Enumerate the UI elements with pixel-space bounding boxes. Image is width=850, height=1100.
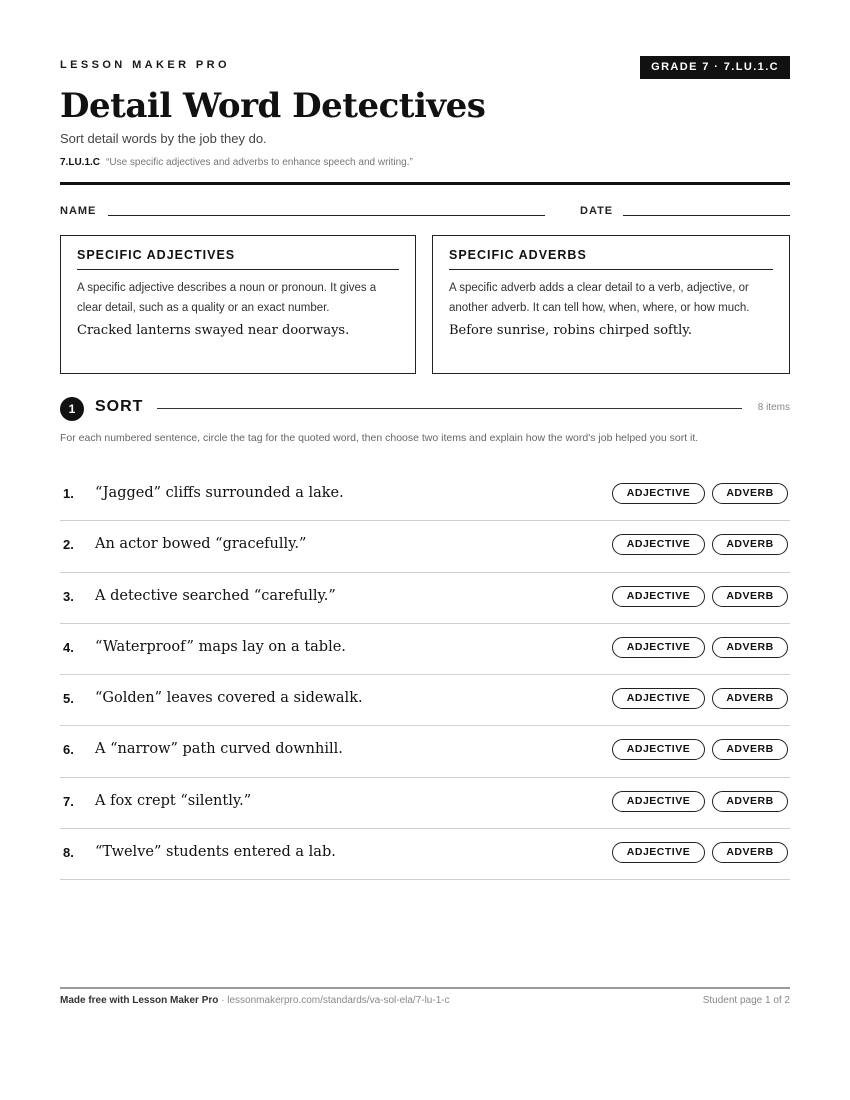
sort-item (60, 726, 790, 777)
adjective-tag[interactable]: ADJECTIVE (612, 842, 705, 863)
item-number: 2. (63, 537, 74, 553)
sort-item (60, 778, 790, 829)
sort-item (60, 470, 790, 521)
item-sentence: An actor bowed “gracefully.” (95, 536, 307, 553)
sort-item-list (60, 470, 790, 880)
adjective-tag[interactable]: ADJECTIVE (612, 637, 705, 658)
sort-item (60, 675, 790, 726)
item-number: 6. (63, 742, 74, 758)
item-sentence: A detective searched “carefully.” (95, 587, 336, 604)
sort-section-header (60, 397, 790, 421)
item-sentence: A fox crept “silently.” (95, 792, 252, 809)
item-number: 7. (63, 793, 74, 809)
top-bar (60, 56, 790, 80)
item-number: 3. (63, 588, 74, 604)
adverb-tag[interactable]: ADVERB (712, 739, 788, 760)
sort-item (60, 573, 790, 624)
section-divider (157, 408, 742, 409)
footer-url: · lessonmakerpro.com/standards/va-sol-ela/7-lu-1-c (218, 995, 450, 1006)
item-number: 5. (63, 691, 74, 707)
adverb-tag[interactable]: ADVERB (712, 791, 788, 812)
adverbs-example-sentence: Before sunrise, robins chirped softly. (449, 323, 692, 338)
grade-badge: GRADE 7 · 7.LU.1.C (640, 56, 790, 79)
adjective-tag[interactable]: ADJECTIVE (612, 791, 705, 812)
section-item-count: 8 items (757, 402, 790, 413)
name-field[interactable] (108, 215, 545, 216)
standard-code: 7.LU.1.C (60, 157, 101, 168)
adjectives-example-sentence: Cracked lanterns swayed near doorways. (77, 323, 350, 338)
name-label: NAME (60, 205, 97, 217)
item-sentence: “Waterproof” maps lay on a table. (95, 638, 346, 655)
header-divider (60, 182, 790, 185)
adjective-tag[interactable]: ADJECTIVE (612, 483, 705, 504)
worksheet-page (60, 0, 790, 1100)
adverb-tag[interactable]: ADVERB (712, 637, 788, 658)
page-title: Detail Word Detectives (60, 86, 486, 126)
adjectives-definition-box (60, 235, 416, 374)
adjectives-definition-title: SPECIFIC ADJECTIVES (77, 248, 399, 270)
item-number: 4. (63, 639, 74, 655)
item-sentence: “Jagged” cliffs surrounded a lake. (95, 485, 344, 501)
section-number-badge: 1 (60, 397, 84, 421)
footer-made-with: Made free with Lesson Maker Pro (60, 995, 219, 1006)
section-title: SORT (95, 398, 144, 415)
item-sentence: “Twelve” students entered a lab. (95, 844, 336, 861)
sort-item (60, 624, 790, 675)
adverb-tag[interactable]: ADVERB (712, 842, 788, 863)
brand-name: LESSON MAKER PRO (60, 59, 230, 71)
adjective-tag[interactable]: ADJECTIVE (612, 688, 705, 709)
adverbs-definition-title: SPECIFIC ADVERBS (449, 248, 773, 270)
item-sentence: “Golden” leaves covered a sidewalk. (95, 690, 363, 707)
adjective-tag[interactable]: ADJECTIVE (612, 739, 705, 760)
date-label: DATE (580, 205, 614, 217)
sort-item (60, 521, 790, 572)
adjective-tag[interactable]: ADJECTIVE (612, 586, 705, 607)
item-number: 1. (63, 486, 74, 501)
standard-quote: “Use specific adjectives and adverbs to enhance speech and writing.” (106, 157, 413, 168)
page-subtitle: Sort detail words by the job they do. (60, 131, 267, 146)
standard-line (60, 157, 413, 168)
sort-item (60, 829, 790, 880)
adverb-tag[interactable]: ADVERB (712, 586, 788, 607)
adverbs-definition-box (432, 235, 790, 374)
section-instructions: For each numbered sentence, circle the tag for the quoted word, then choose two items and explain how the word's job helped you sort it. (60, 432, 699, 444)
item-sentence: A “narrow” path curved downhill. (95, 741, 343, 758)
footer-divider (60, 987, 790, 989)
adjective-tag[interactable]: ADJECTIVE (612, 534, 705, 555)
item-number: 8. (63, 845, 74, 861)
adverb-tag[interactable]: ADVERB (712, 688, 788, 709)
adverb-tag[interactable]: ADVERB (712, 534, 788, 555)
footer-page-number: Student page 1 of 2 (702, 995, 790, 1006)
footer-credit (60, 995, 450, 1006)
date-field[interactable] (623, 215, 790, 216)
adjectives-definition-text: A specific adjective describes a noun or pronoun. It gives a clear detail, such as a quality or an exact number. (77, 282, 377, 314)
name-date-row (60, 204, 790, 220)
adverb-tag[interactable]: ADVERB (712, 483, 788, 504)
adverbs-definition-text: A specific adverb adds a clear detail to a verb, adjective, or another adverb. It can tell how, when, where, or how much. (449, 282, 750, 314)
